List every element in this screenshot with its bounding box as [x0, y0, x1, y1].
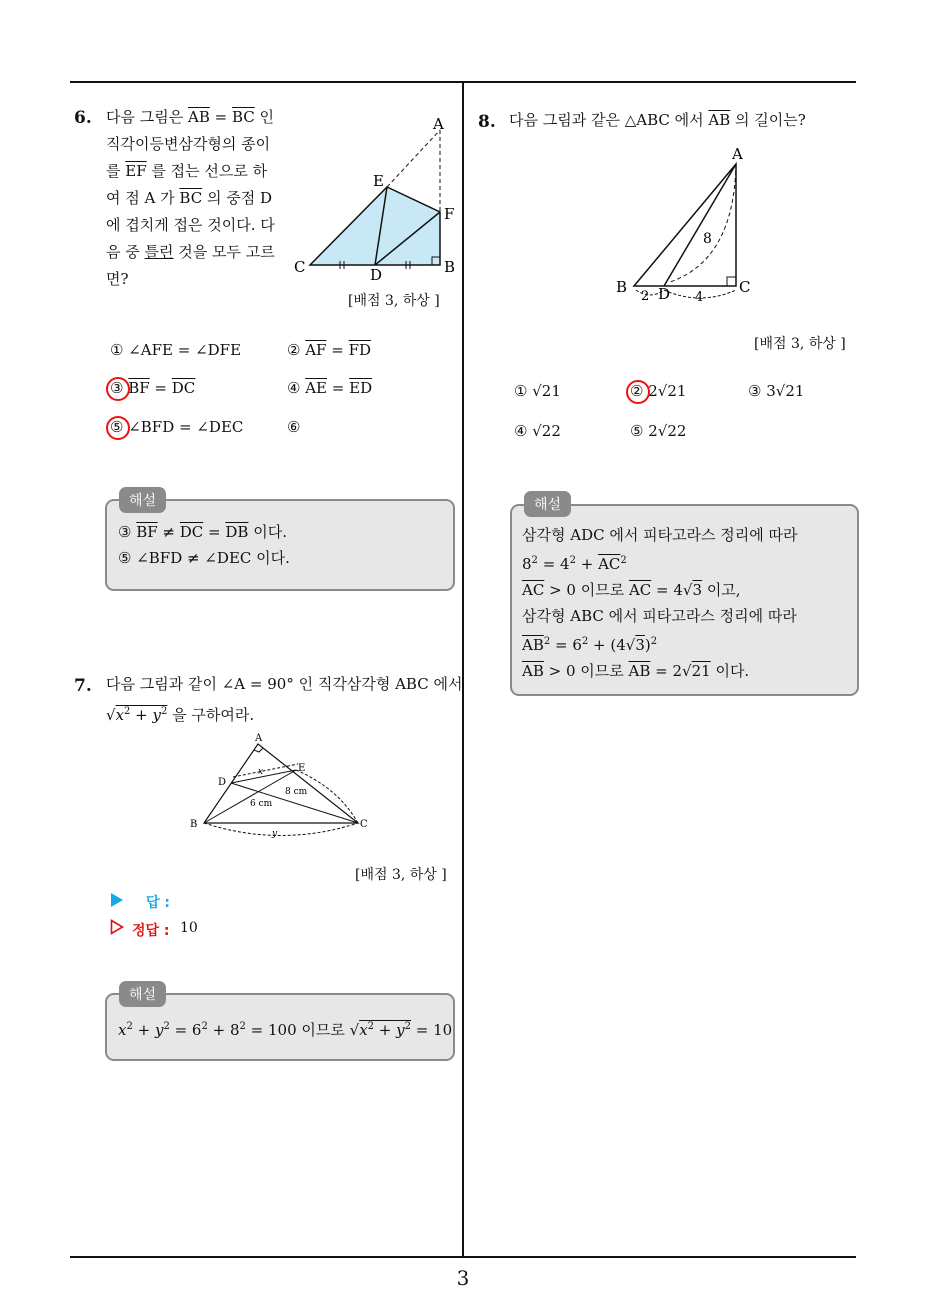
- q7-line-2: $√x^2 + y^2$ 을 구하여라.: [106, 706, 255, 724]
- q6-line-4: 여 점 A 가 $\overline{BC}$ 의 중점 D: [106, 189, 272, 207]
- q7-score: [배점 3, 하상 ]: [355, 867, 447, 883]
- q6-explanation-tag: 해설: [119, 487, 166, 513]
- label-e: E: [373, 172, 384, 190]
- q8-explanation-line-5: $\overline{AB}^2 = 6^2 + (4√3)^2$: [522, 636, 658, 654]
- q6-explanation-line-1: ③ $\overline{BF} \ne \overline{DC} = \overline{DB}$ 이다.: [118, 523, 287, 541]
- q8-explanation-line-4: 삼각형 ABC 에서 피타고라스 정리에 따라: [522, 607, 797, 625]
- q8-explanation-line-3: $\overline{AC} > 0$ 이므로 $\overline{AC} = 4√3$ 이고,: [522, 581, 741, 599]
- q7-number: 7.: [74, 676, 92, 696]
- q8-explanation-line-2: $8^2 = 4^2 + \overline{AC}^2$: [522, 555, 627, 573]
- triangle-abc: [204, 744, 358, 823]
- correct-arrow-icon: [110, 919, 124, 935]
- label-c: C: [360, 819, 368, 830]
- q8-score: [배점 3, 하상 ]: [754, 336, 846, 352]
- label-b: B: [190, 819, 198, 830]
- label-x: x: [258, 767, 264, 777]
- q6-choice-4[interactable]: ④ $\overline{AE} = \overline{ED}$: [287, 379, 373, 397]
- q8-choice-3[interactable]: ③ 3√21: [748, 382, 805, 400]
- q6-text: [106, 104, 286, 293]
- label-d: D: [370, 266, 383, 282]
- q7-line-1: 다음 그림과 같이 ∠A = 90° 인 직각삼각형 ABC 에서: [106, 675, 463, 693]
- correct-label: 정답 :: [132, 923, 170, 939]
- label-8: 8: [703, 231, 712, 247]
- q8-explanation-line-1: 삼각형 ADC 에서 피타고라스 정리에 따라: [522, 526, 798, 544]
- q8-choice-5[interactable]: ⑤ 2√22: [630, 422, 687, 440]
- q6-line-2: 직각이등변삼각형의 종이: [106, 135, 271, 153]
- label-f: F: [444, 205, 455, 223]
- q8-choice-1[interactable]: ① √21: [514, 382, 561, 400]
- column-divider: [462, 82, 464, 1257]
- answer-arrow-icon: [110, 892, 124, 908]
- q8-choice-4[interactable]: ④ √22: [514, 422, 561, 440]
- label-a: A: [255, 733, 263, 744]
- q7-text: [106, 671, 462, 729]
- label-6cm: 6 cm: [250, 799, 273, 809]
- label-a: A: [732, 145, 743, 163]
- q6-number: 6.: [74, 108, 92, 128]
- segment-ad: [664, 164, 736, 286]
- q8-explanation-line-6: $\overline{AB} > 0$ 이므로 $\overline{AB} = 2√21$ 이다.: [522, 662, 750, 680]
- q6-choice-1[interactable]: ① ∠AFE = ∠DFE: [110, 341, 242, 359]
- q8-text: 다음 그림과 같은 △ABC 에서 $\overline{AB}$ 의 길이는?: [509, 111, 806, 129]
- label-c: C: [739, 278, 751, 296]
- bottom-rule: [70, 1256, 856, 1258]
- label-b: B: [616, 278, 628, 296]
- q8-explanation-tag: 해설: [524, 491, 571, 517]
- q6-line-3: 를 $\overline{EF}$ 를 접는 선으로 하: [106, 162, 268, 180]
- label-d: D: [658, 285, 671, 303]
- q6-line-7: 면?: [106, 270, 129, 288]
- segment-de: [231, 770, 296, 783]
- correct-value: 10: [180, 920, 198, 936]
- q6-choice-2[interactable]: ② $\overline{AF} = \overline{FD}$: [287, 341, 372, 359]
- y-dashed-arc: [204, 823, 358, 836]
- label-2: 2: [641, 289, 650, 304]
- q8-explanation: [522, 522, 798, 684]
- q6-score: [배점 3, 하상 ]: [348, 293, 440, 309]
- page-number: 3: [456, 1266, 470, 1290]
- q6-line-6: 음 중 틀린 것을 모두 고르: [106, 243, 275, 261]
- label-4: 4: [695, 290, 704, 305]
- label-8cm: 8 cm: [285, 787, 308, 797]
- q7-explanation-tag: 해설: [119, 981, 166, 1007]
- label-c: C: [294, 258, 306, 276]
- q7-explanation: $x^2 + y^2 = 6^2 + 8^2 = 100$ 이므로 $√x^2 + y^2 = 10$: [118, 1021, 453, 1039]
- label-b: B: [444, 258, 456, 276]
- q8-number: 8.: [478, 112, 496, 132]
- q6-explanation: [118, 519, 290, 571]
- label-y: y: [272, 829, 278, 839]
- label-d: D: [218, 777, 227, 788]
- segment-ea-dashed: [387, 130, 440, 187]
- right-angle-mark: [727, 277, 736, 286]
- answer-label: 답 :: [146, 895, 170, 911]
- q7-figure: [188, 730, 378, 840]
- q6-explanation-line-2: ⑤ ∠BFD ≠ ∠DEC 이다.: [118, 549, 290, 567]
- q6-choice-6[interactable]: ⑥: [287, 418, 301, 436]
- triangle-abc: [634, 164, 736, 286]
- q6-choice-3[interactable]: ③ $\overline{BF} = \overline{DC}$: [110, 379, 196, 397]
- label-a: A: [433, 115, 444, 133]
- q6-choice-5[interactable]: ⑤ ∠BFD = ∠DEC: [110, 418, 244, 436]
- label-e: E: [298, 763, 306, 774]
- q8-figure: [612, 140, 762, 305]
- q8-choice-2[interactable]: ② 2√21: [630, 382, 687, 400]
- q6-line-1: 다음 그림은 $\overline{AB} = \overline{BC}$ 인: [106, 108, 275, 126]
- q6-line-5: 에 겹치게 접은 것이다. 다: [106, 216, 275, 234]
- folded-region: [310, 187, 440, 265]
- q6-figure: [290, 112, 460, 282]
